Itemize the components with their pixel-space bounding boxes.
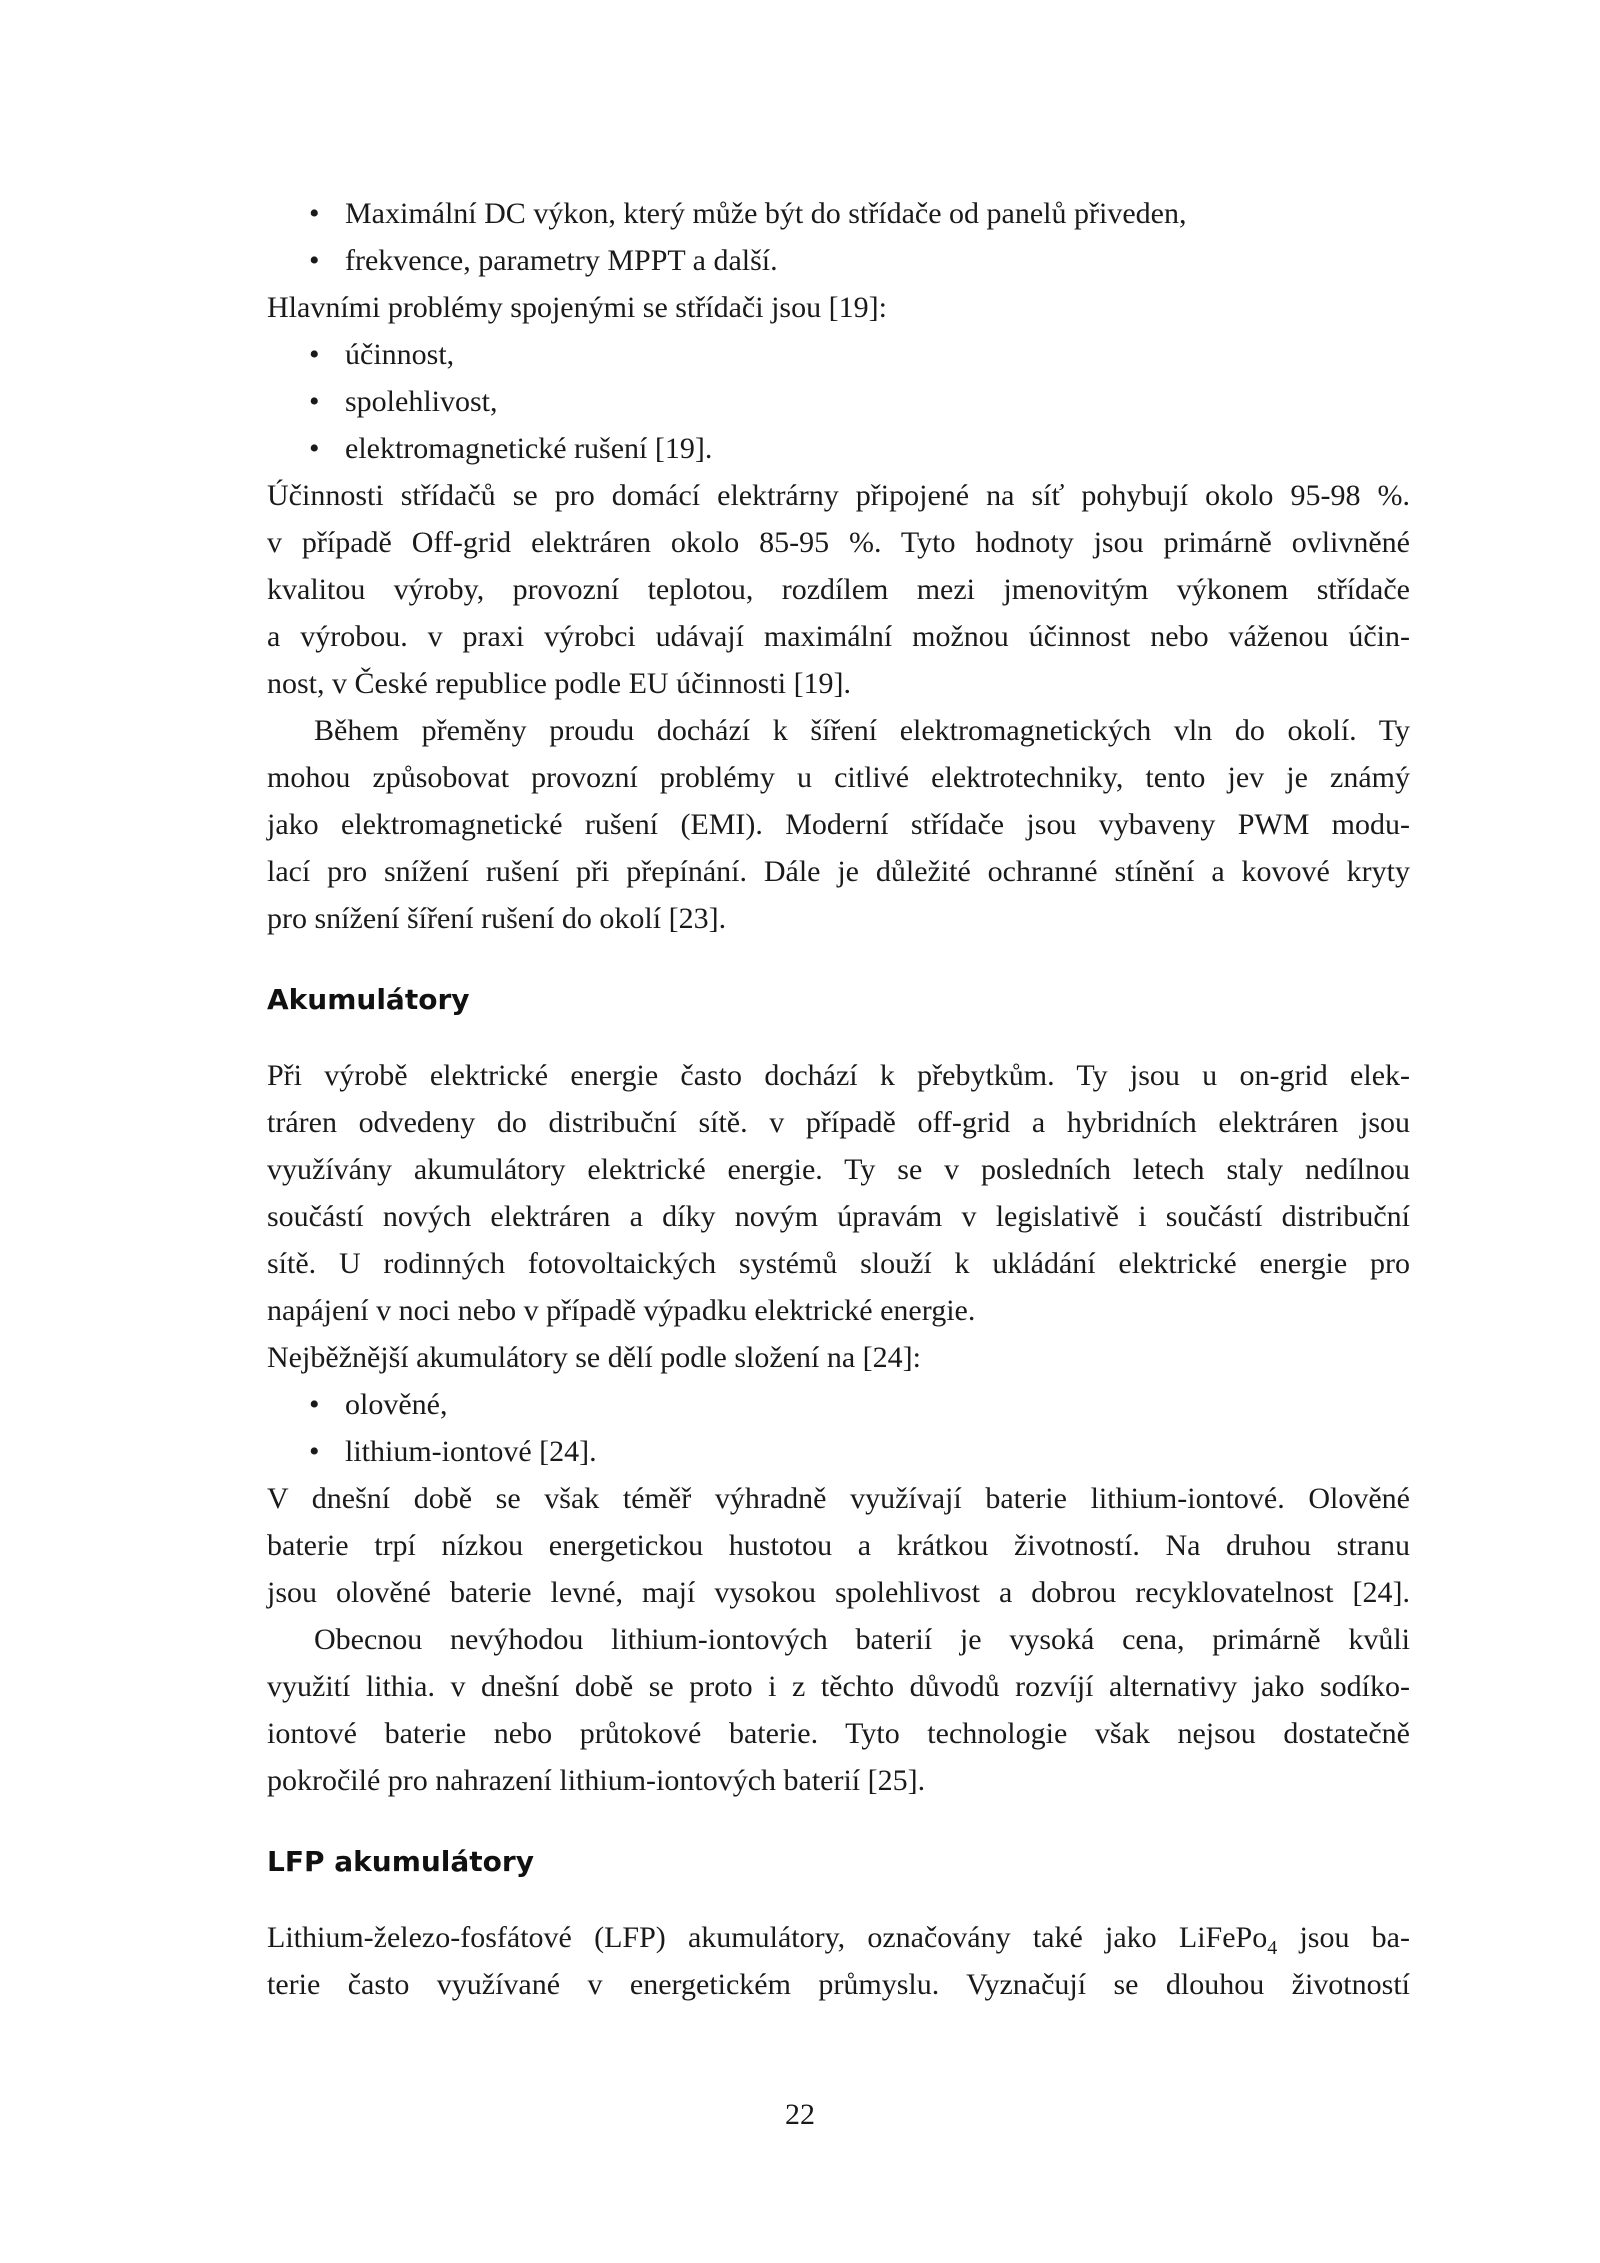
text-line: terie často využívané v energetickém průmyslu. Vyznačují se dlouhou životností (267, 1968, 1410, 2001)
accumulators-intro-paragraph (267, 1052, 1410, 1334)
text-line: V dnešní době se však téměř výhradně využívají baterie lithium-iontové. Olověné (267, 1482, 1410, 1515)
lfp-paragraph (267, 1914, 1410, 2008)
text-line: pokročilé pro nahrazení lithium-iontových baterií [25]. (267, 1764, 926, 1797)
text-segment: jsou ba- (1277, 1921, 1410, 1954)
text-line: a výrobou. v praxi výrobci udávají maximální možnou účinnost nebo váženou účin- (267, 620, 1410, 653)
comparison-paragraph (267, 1475, 1410, 1616)
text-line: lací pro snížení rušení při přepínání. Dále je důležité ochranné stínění a kovové kryty (267, 855, 1410, 888)
page-number: 22 (785, 2098, 815, 2131)
types-intro: Nejběžnější akumulátory se dělí podle složení na [24]: (267, 1341, 921, 1374)
list-item: • olověné, (267, 1381, 1410, 1428)
bullet-list-battery-types (267, 1381, 1410, 1475)
text-line: iontové baterie nebo průtokové baterie. Tyto technologie však nejsou dostatečně (267, 1717, 1410, 1750)
section-heading-lfp-akumulatory: LFP akumulátory (267, 1845, 534, 1878)
list-item: • elektromagnetické rušení [19]. (267, 425, 1410, 472)
text-line (267, 1914, 1410, 1961)
list-item: • účinnost, (267, 331, 1410, 378)
text-segment: Lithium-železo-fosfátové (LFP) akumulátory, označovány také jako LiFePo (267, 1921, 1268, 1954)
document-page (267, 190, 1410, 2008)
list-item: • spolehlivost, (267, 378, 1410, 425)
text-line: kvalitou výroby, provozní teplotou, rozdílem mezi jmenovitým výkonem střídače (267, 573, 1410, 606)
text-line: baterie trpí nízkou energetickou hustotou a krátkou životností. Na druhou stranu (267, 1529, 1410, 1562)
text-line: tráren odvedeny do distribuční sítě. v případě off-grid a hybridních elektráren jsou (267, 1106, 1410, 1139)
text-line: sítě. U rodinných fotovoltaických systémů slouží k ukládání elektrické energie pro (267, 1247, 1410, 1280)
problems-intro: Hlavními problémy spojenými se střídači jsou [19]: (267, 291, 887, 324)
text-line: mohou způsobovat provozní problémy u citlivé elektrotechniky, tento jev je známý (267, 761, 1410, 794)
list-item: • lithium-iontové [24]. (267, 1428, 1410, 1475)
text-line: pro snížení šíření rušení do okolí [23]. (267, 902, 727, 935)
text-line: jako elektromagnetické rušení (EMI). Moderní střídače jsou vybaveny PWM modu- (267, 808, 1410, 841)
efficiency-paragraph (267, 472, 1410, 707)
text-line: nost, v České republice podle EU účinnosti [19]. (267, 667, 852, 700)
text-line: Obecnou nevýhodou lithium-iontových baterií je vysoká cena, primárně kvůli (314, 1623, 1410, 1656)
text-line: napájení v noci nebo v případě výpadku elektrické energie. (267, 1294, 976, 1327)
emi-paragraph (267, 707, 1410, 942)
bullet-list-problems (267, 331, 1410, 472)
bullet-list-inverter-params (267, 190, 1410, 284)
text-line: jsou olověné baterie levné, mají vysokou spolehlivost a dobrou recyklovatelnost [24]. (267, 1576, 1410, 1609)
list-item: • Maximální DC výkon, který může být do střídače od panelů přiveden, (267, 190, 1410, 237)
text-line: využití lithia. v dnešní době se proto i z těchto důvodů rozvíjí alternativy jako sodíko- (267, 1670, 1410, 1703)
list-item: • frekvence, parametry MPPT a další. (267, 237, 1410, 284)
text-line: v případě Off-grid elektráren okolo 85-95 %. Tyto hodnoty jsou primárně ovlivněné (267, 526, 1410, 559)
section-heading-akumulatory: Akumulátory (267, 983, 470, 1016)
text-line: součástí nových elektráren a díky novým úpravám v legislativě i součástí distribuční (267, 1200, 1410, 1233)
text-line: Při výrobě elektrické energie často dochází k přebytkům. Ty jsou u on-grid elek- (267, 1059, 1410, 1092)
text-line: Během přeměny proudu dochází k šíření elektromagnetických vln do okolí. Ty (314, 714, 1410, 747)
text-line: Účinnosti střídačů se pro domácí elektrárny připojené na síť pohybují okolo 95-98 %. (267, 479, 1410, 512)
subscript: 4 (1267, 1937, 1278, 1959)
text-line: využívány akumulátory elektrické energie. Ty se v posledních letech staly nedílnou (267, 1153, 1410, 1186)
disadvantage-paragraph (267, 1616, 1410, 1804)
